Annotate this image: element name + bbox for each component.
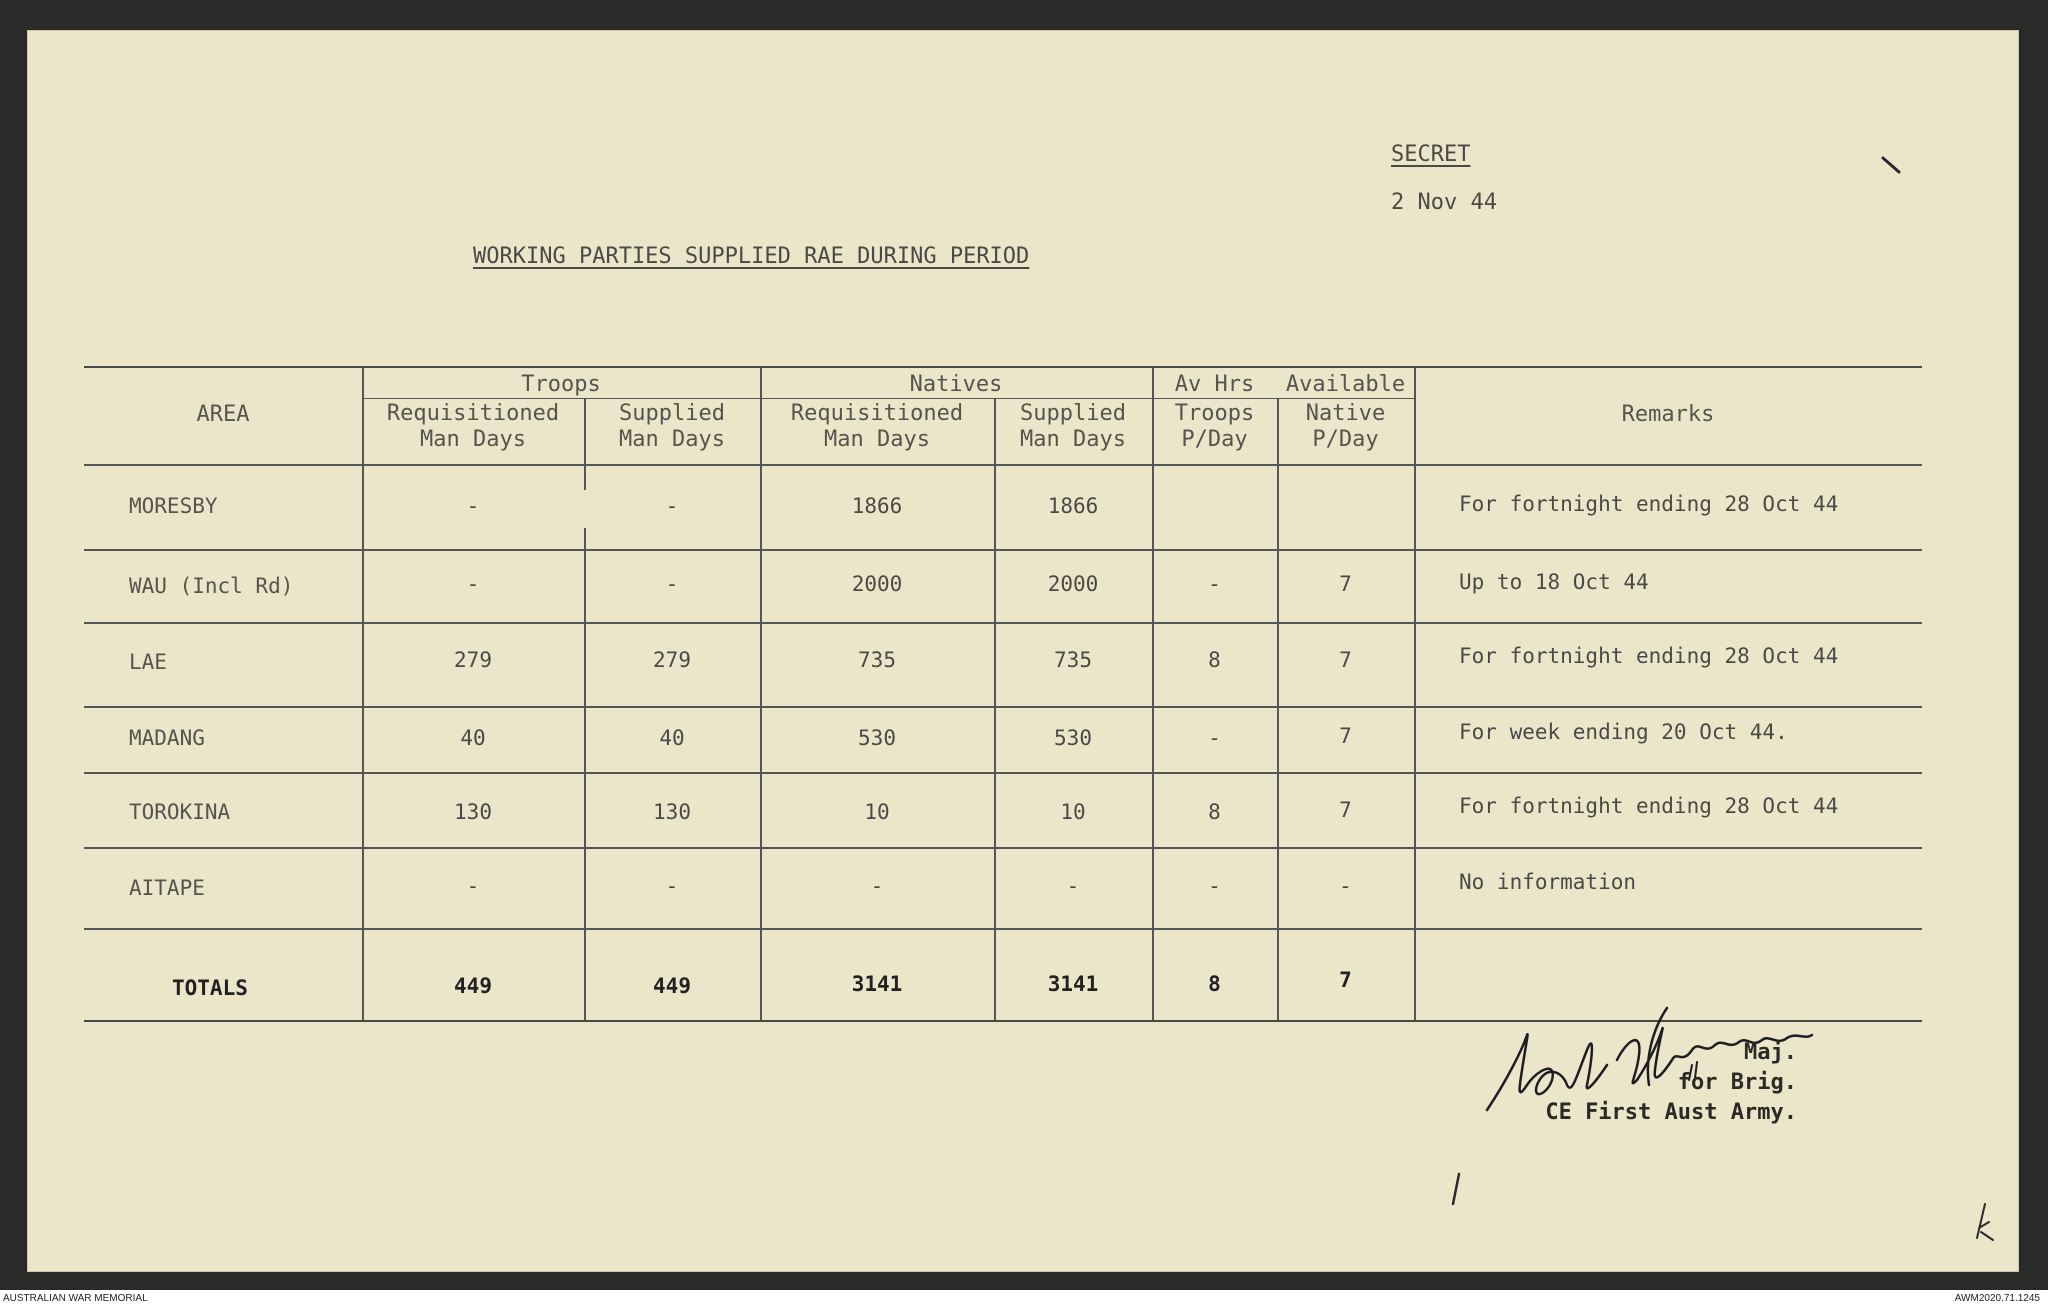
cell-sup-natives: 2000 xyxy=(1047,572,1099,596)
cell-remarks: For fortnight ending 28 Oct 44 xyxy=(1459,794,1839,818)
totals-req-natives: 3141 xyxy=(851,972,903,996)
cell-req-natives: 1866 xyxy=(851,494,903,518)
document-page xyxy=(27,30,2019,1272)
cell-req-troops: - xyxy=(466,572,480,596)
cell-sup-troops: - xyxy=(665,572,679,596)
cell-native-pday: - xyxy=(1339,874,1352,898)
cell-troops-pday: 8 xyxy=(1208,800,1221,824)
working-parties-table xyxy=(84,366,1922,1022)
document-date: 2 Nov 44 xyxy=(1391,190,1497,215)
cell-remarks: For fortnight ending 28 Oct 44 xyxy=(1459,492,1839,516)
signature-for-line: for Brig. xyxy=(1677,1070,1797,1095)
totals-sup-natives: 3141 xyxy=(1047,972,1099,996)
header-native-pday: Native P/Day xyxy=(1305,401,1386,452)
cell-troops-pday: - xyxy=(1208,874,1221,898)
header-sup-natives: Supplied Man Days xyxy=(1020,401,1126,452)
cell-troops-pday: - xyxy=(1208,726,1221,750)
cell-native-pday: 7 xyxy=(1339,724,1352,748)
cell-sup-troops: 130 xyxy=(653,800,691,824)
cell-native-pday: 7 xyxy=(1339,572,1352,596)
cell-sup-natives: 1866 xyxy=(1047,494,1099,518)
header-area: AREA xyxy=(196,402,250,427)
row-area: WAU (Incl Rd) xyxy=(129,574,294,598)
cell-remarks: Up to 18 Oct 44 xyxy=(1459,570,1649,594)
cell-req-natives: 2000 xyxy=(851,572,903,596)
totals-native-pday: 7 xyxy=(1339,968,1352,992)
classification-marking: SECRET xyxy=(1391,142,1471,167)
totals-req-troops: 449 xyxy=(454,974,492,998)
cell-sup-troops: - xyxy=(665,494,679,518)
pen-mark xyxy=(1447,1170,1467,1210)
row-area: MADANG xyxy=(129,726,205,750)
header-natives: Natives xyxy=(909,372,1003,397)
totals-sup-troops: 449 xyxy=(653,974,691,998)
footer-right: AWM2020.71.1245 xyxy=(1954,1293,2040,1304)
cell-sup-natives: - xyxy=(1066,874,1080,898)
archive-footer xyxy=(0,1290,2048,1307)
header-troops-pday: Troops P/Day xyxy=(1174,401,1255,452)
cell-req-troops: - xyxy=(466,874,480,898)
cell-req-natives: 10 xyxy=(864,800,890,824)
cell-sup-troops: 40 xyxy=(659,726,685,750)
cell-req-troops: 130 xyxy=(454,800,492,824)
header-available: Available xyxy=(1285,372,1406,397)
cell-remarks: For week ending 20 Oct 44. xyxy=(1459,720,1788,744)
header-req-natives: Requisitioned Man Days xyxy=(790,401,964,452)
cell-req-troops: 40 xyxy=(460,726,486,750)
cell-native-pday: 7 xyxy=(1339,648,1352,672)
signature-unit-line: CE First Aust Army. xyxy=(1545,1100,1797,1125)
cell-req-natives: 735 xyxy=(858,648,896,672)
cell-sup-troops: 279 xyxy=(653,648,691,672)
cell-troops-pday: - xyxy=(1208,572,1221,596)
cell-req-troops: - xyxy=(466,494,480,518)
cell-req-natives: - xyxy=(870,874,884,898)
header-req-troops: Requisitioned Man Days xyxy=(386,401,560,452)
header-troops: Troops xyxy=(521,372,601,397)
cell-req-troops: 279 xyxy=(454,648,492,672)
footer-left: AUSTRALIAN WAR MEMORIAL xyxy=(3,1293,148,1304)
cell-remarks: For fortnight ending 28 Oct 44 xyxy=(1459,644,1839,668)
cell-sup-troops: - xyxy=(665,874,679,898)
pen-mark xyxy=(1967,1198,2007,1248)
document-title: WORKING PARTIES SUPPLIED RAE DURING PERIOD xyxy=(473,244,1030,269)
row-area: LAE xyxy=(129,650,167,674)
header-av-hrs: Av Hrs xyxy=(1174,372,1255,397)
cell-sup-natives: 10 xyxy=(1060,800,1086,824)
totals-troops-pday: 8 xyxy=(1208,972,1221,996)
cell-remarks: No information xyxy=(1459,870,1637,894)
row-area: AITAPE xyxy=(129,876,205,900)
cell-native-pday: 7 xyxy=(1339,798,1352,822)
cell-sup-natives: 530 xyxy=(1054,726,1092,750)
totals-label: TOTALS xyxy=(172,976,248,1000)
signature-rank: Maj. xyxy=(1744,1040,1797,1065)
header-sup-troops: Supplied Man Days xyxy=(619,401,725,452)
header-remarks: Remarks xyxy=(1621,402,1715,427)
row-area: MORESBY xyxy=(129,494,218,518)
cell-troops-pday: 8 xyxy=(1208,648,1221,672)
cell-req-natives: 530 xyxy=(858,726,896,750)
row-area: TOROKINA xyxy=(129,800,231,824)
cell-sup-natives: 735 xyxy=(1054,648,1092,672)
punch-hole-mark xyxy=(1877,152,1907,182)
